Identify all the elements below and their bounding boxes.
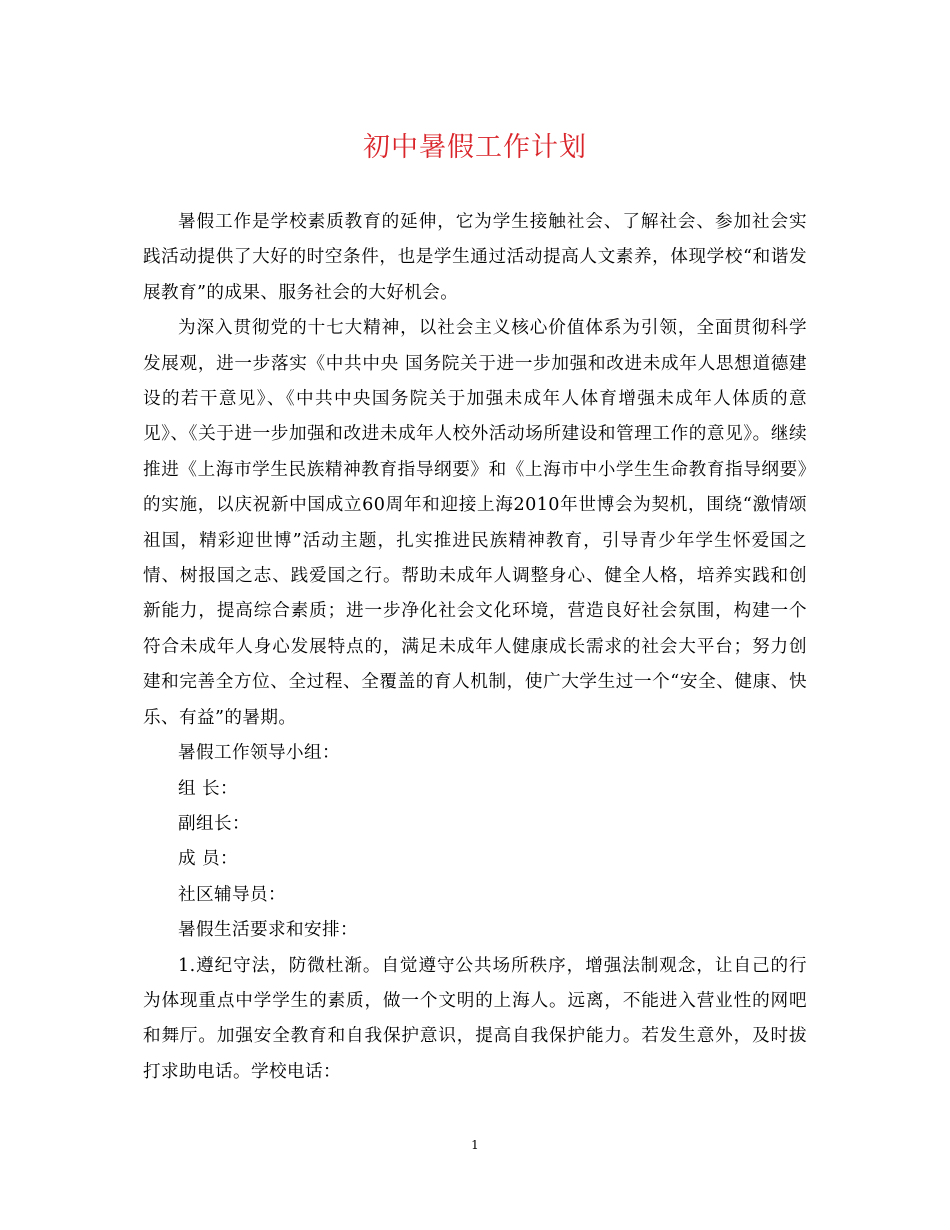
document-body bbox=[143, 205, 807, 1090]
purpose-paragraph: 为深入贯彻党的十七大精神，以社会主义核心价值体系为引领，全面贯彻科学发展观，进一步落实《中共中央 国务院关于进一步加强和改进未成年人思想道德建设的若干意见》、《中共中央国务院关于加强未成年人体育增强未成年人体质的意见》、《关于进一步加强和改进未成年人校外活动场所建设和管理工作的意见》。继续推进《上海市学生民族精神教育指导纲要》和《上海市中小学生生命教育指导纲要》的实施，以庆祝新中国成立60周年和迎接上海2010年世博会为契机，围绕“激情颂祖国，精彩迎世博”活动主题，扎实推进民族精神教育，引导青少年学生怀爱国之情、树报国之志、践爱国之行。帮助未成年人调整身心、健全人格，培养实践和创新能力，提高综合素质；进一步净化社会文化环境，营造良好社会氛围，构建一个符合未成年人身心发展特点的，满足未成年人健康成长需求的社会大平台；努力创建和完善全方位、全过程、全覆盖的育人机制，使广大学生过一个“安全、健康、快乐、有益”的暑期。 bbox=[143, 318, 807, 728]
requirements-heading: 暑假生活要求和安排： bbox=[178, 920, 358, 941]
deputy-leader-label: 副组长： bbox=[178, 813, 250, 834]
leader-label: 组 长： bbox=[178, 778, 238, 799]
community-tutor-label: 社区辅导员： bbox=[178, 884, 286, 905]
members-label: 成 员： bbox=[178, 849, 238, 870]
requirement-item-1: 1.遵纪守法，防微杜渐。自觉遵守公共场所秩序，增强法制观念，让自己的行为体现重点中学学生的素质，做一个文明的上海人。远离，不能进入营业性的网吧和舞厅。加强安全教育和自我保护意识，提高自我保护能力。若发生意外，及时拔打求助电话。学校电话： bbox=[143, 955, 807, 1082]
intro-paragraph: 暑假工作是学校素质教育的延伸，它为学生接触社会、了解社会、参加社会实践活动提供了大好的时空条件，也是学生通过活动提高人文素养，体现学校“和谐发展教育”的成果、服务社会的大好机会。 bbox=[143, 212, 807, 303]
leadership-heading: 暑假工作领导小组： bbox=[178, 743, 340, 764]
page-number: 1 bbox=[471, 1138, 479, 1152]
document-title: 初中暑假工作计划 bbox=[363, 132, 587, 163]
